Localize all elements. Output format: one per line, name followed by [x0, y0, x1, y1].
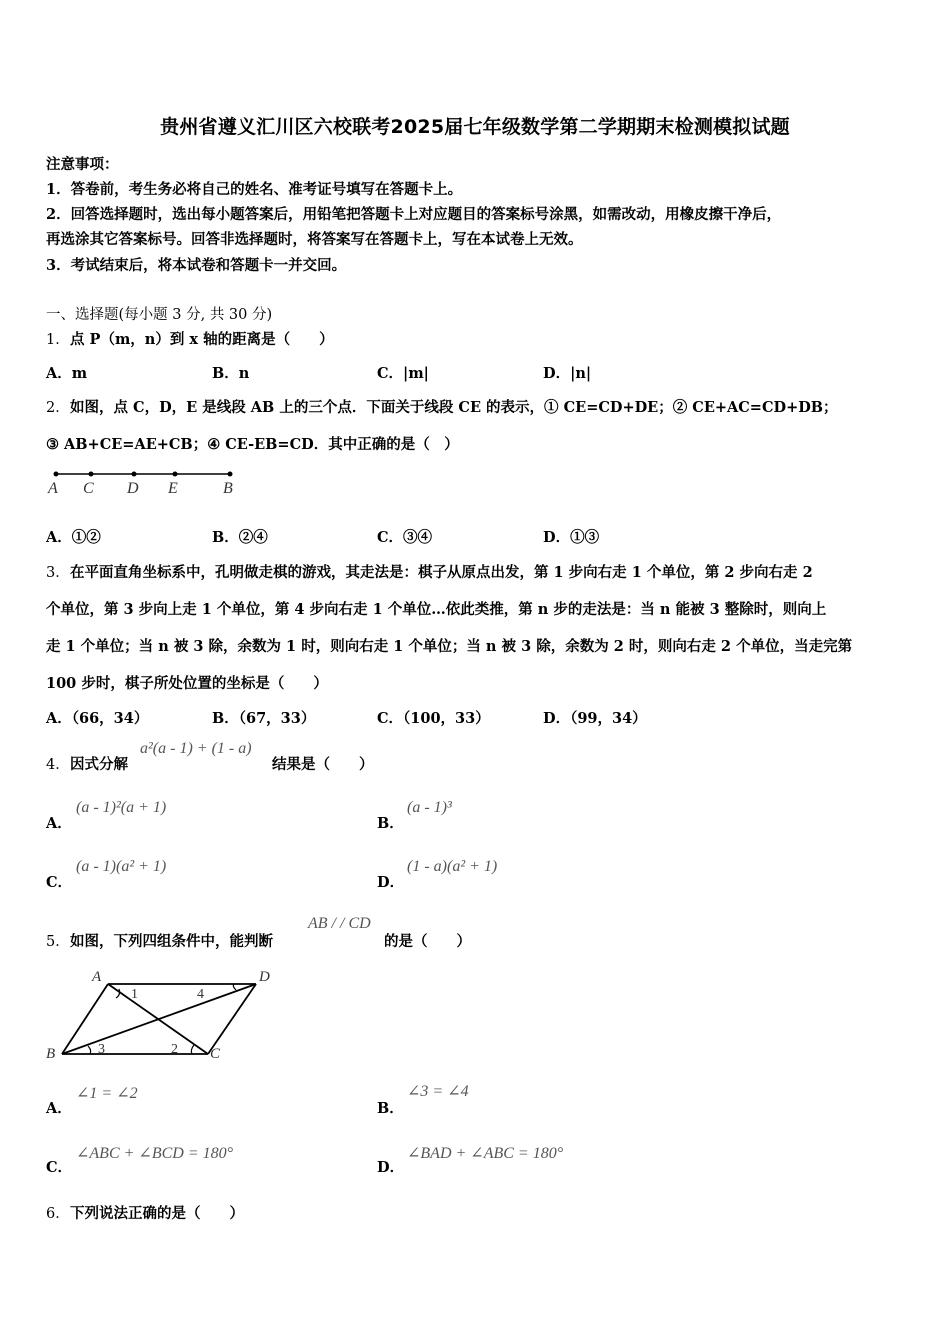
point-c: [89, 472, 94, 477]
option-a-label: A．: [46, 815, 72, 832]
notice-item: 2．回答选择题时，选出每小题答案后，用铅笔把答题卡上对应题目的答案标号涂黑，如需改动，用橡皮擦干净后，: [46, 206, 782, 223]
question-number: 2．: [46, 400, 70, 416]
question-text: 如图，点 C，D，E 是线段 AB 上的三个点．下面关于线段 CE 的表示，① CE=CD+DE；② CE+AC=CD+DB；: [70, 399, 838, 416]
question-number: 6．: [46, 1206, 70, 1222]
angle-4-arc: [233, 984, 236, 990]
label-c: C: [83, 480, 94, 497]
question-text: 下列说法正确的是（ ）: [70, 1205, 244, 1222]
question-text: ③ AB+CE=AE+CB；④ CE-EB=CD．其中正确的是（ ）: [46, 436, 459, 453]
option-c: C．|m|: [377, 365, 429, 382]
point-a: [54, 472, 59, 477]
label-b: B: [46, 1046, 56, 1062]
diagonal-bd: [62, 984, 256, 1054]
angle-3-arc: [88, 1046, 91, 1054]
label-a: A: [92, 969, 102, 985]
option-c: (a - 1)(a² + 1): [76, 858, 167, 875]
option-b-label: B．: [377, 1100, 404, 1117]
option-d: (1 - a)(a² + 1): [407, 858, 498, 875]
question-text: 因式分解: [70, 756, 128, 773]
point-b: [228, 472, 233, 477]
question-number: 4．: [46, 757, 70, 773]
option-c: C．③④: [377, 529, 433, 546]
option-d: D．|n|: [543, 365, 592, 382]
option-d: ∠BAD + ∠ABC = 180°: [407, 1145, 564, 1162]
notice-heading: 注意事项：: [46, 156, 119, 173]
question-text: 的是（ ）: [384, 933, 471, 950]
option-d-label: D．: [377, 874, 405, 891]
option-a-label: A．: [46, 1100, 72, 1117]
option-c-label: C．: [46, 1159, 73, 1176]
question-number: 1．: [46, 332, 70, 348]
option-b: ∠3 = ∠4: [407, 1083, 469, 1100]
question-number: 3．: [46, 565, 70, 581]
math-expression: a²(a - 1) + (1 - a): [140, 740, 252, 757]
question-text: 结果是（ ）: [272, 756, 374, 773]
angle-1-label: 1: [131, 987, 138, 1002]
parallelogram-figure: [40, 962, 290, 1066]
notice-item: 1．答卷前，考生务必将自己的姓名、准考证号填写在答题卡上。: [46, 181, 463, 198]
label-a: A: [48, 480, 58, 497]
question-text: 如图，下列四组条件中，能判断: [70, 933, 273, 950]
option-d: D．①③: [543, 529, 600, 546]
question-text: 走 1 个单位；当 n 被 3 除，余数为 1 时，则向右走 1 个单位；当 n 被 3 除，余数为 2 时，则向右走 2 个单位，当走完第: [46, 638, 853, 655]
option-b: B．②④: [212, 529, 268, 546]
point-d: [132, 472, 137, 477]
math-expression: AB / / CD: [308, 915, 371, 932]
segment-cd: [208, 984, 256, 1054]
angle-2-label: 2: [171, 1042, 178, 1057]
label-b: B: [223, 480, 233, 497]
option-b: B．n: [212, 365, 250, 382]
label-e: E: [168, 480, 178, 497]
option-b-label: B．: [377, 815, 404, 832]
question-text: 100 步时，棋子所处位置的坐标是（ ）: [46, 675, 328, 692]
angle-2-arc: [191, 1045, 194, 1054]
question-text: 点 P（m，n）到 x 轴的距离是（ ）: [70, 331, 334, 348]
option-b: (a - 1)³: [407, 799, 452, 816]
option-a: A．m: [46, 365, 88, 382]
question-text: 在平面直角坐标系中，孔明做走棋的游戏，其走法是：棋子从原点出发，第 1 步向右走 1 个单位，第 2 步向右走 2: [70, 564, 813, 581]
segment-figure: [40, 464, 250, 500]
label-d: D: [259, 969, 270, 985]
label-d: D: [127, 480, 139, 497]
angle-4-label: 4: [197, 987, 204, 1002]
section-heading: 一、选择题(每小题 3 分, 共 30 分): [46, 307, 273, 323]
option-c: C．（100，33）: [377, 710, 490, 727]
notice-item: 再选涂其它答案标号。回答非选择题时，将答案写在答题卡上，写在本试卷上无效。: [46, 231, 583, 248]
option-b: B．（67，33）: [212, 710, 316, 727]
option-a: A．①②: [46, 529, 101, 546]
question-text: 个单位，第 3 步向上走 1 个单位，第 4 步向右走 1 个单位…依此类推，第 n 步的走法是：当 n 能被 3 整除时，则向上: [46, 601, 827, 618]
label-c: C: [210, 1046, 221, 1062]
question-number: 5．: [46, 934, 70, 950]
option-a: (a - 1)²(a + 1): [76, 799, 167, 816]
option-c: ∠ABC + ∠BCD = 180°: [76, 1145, 234, 1162]
option-a: A．（66，34）: [46, 710, 149, 727]
point-e: [173, 472, 178, 477]
angle-3-label: 3: [98, 1042, 105, 1057]
page-title: 贵州省遵义汇川区六校联考2025届七年级数学第二学期期末检测模拟试题: [160, 116, 790, 138]
option-a: ∠1 = ∠2: [76, 1085, 138, 1102]
option-d: D．（99，34）: [543, 710, 647, 727]
option-d-label: D．: [377, 1159, 405, 1176]
notice-item: 3．考试结束后，将本试卷和答题卡一并交回。: [46, 257, 347, 274]
option-c-label: C．: [46, 874, 73, 891]
